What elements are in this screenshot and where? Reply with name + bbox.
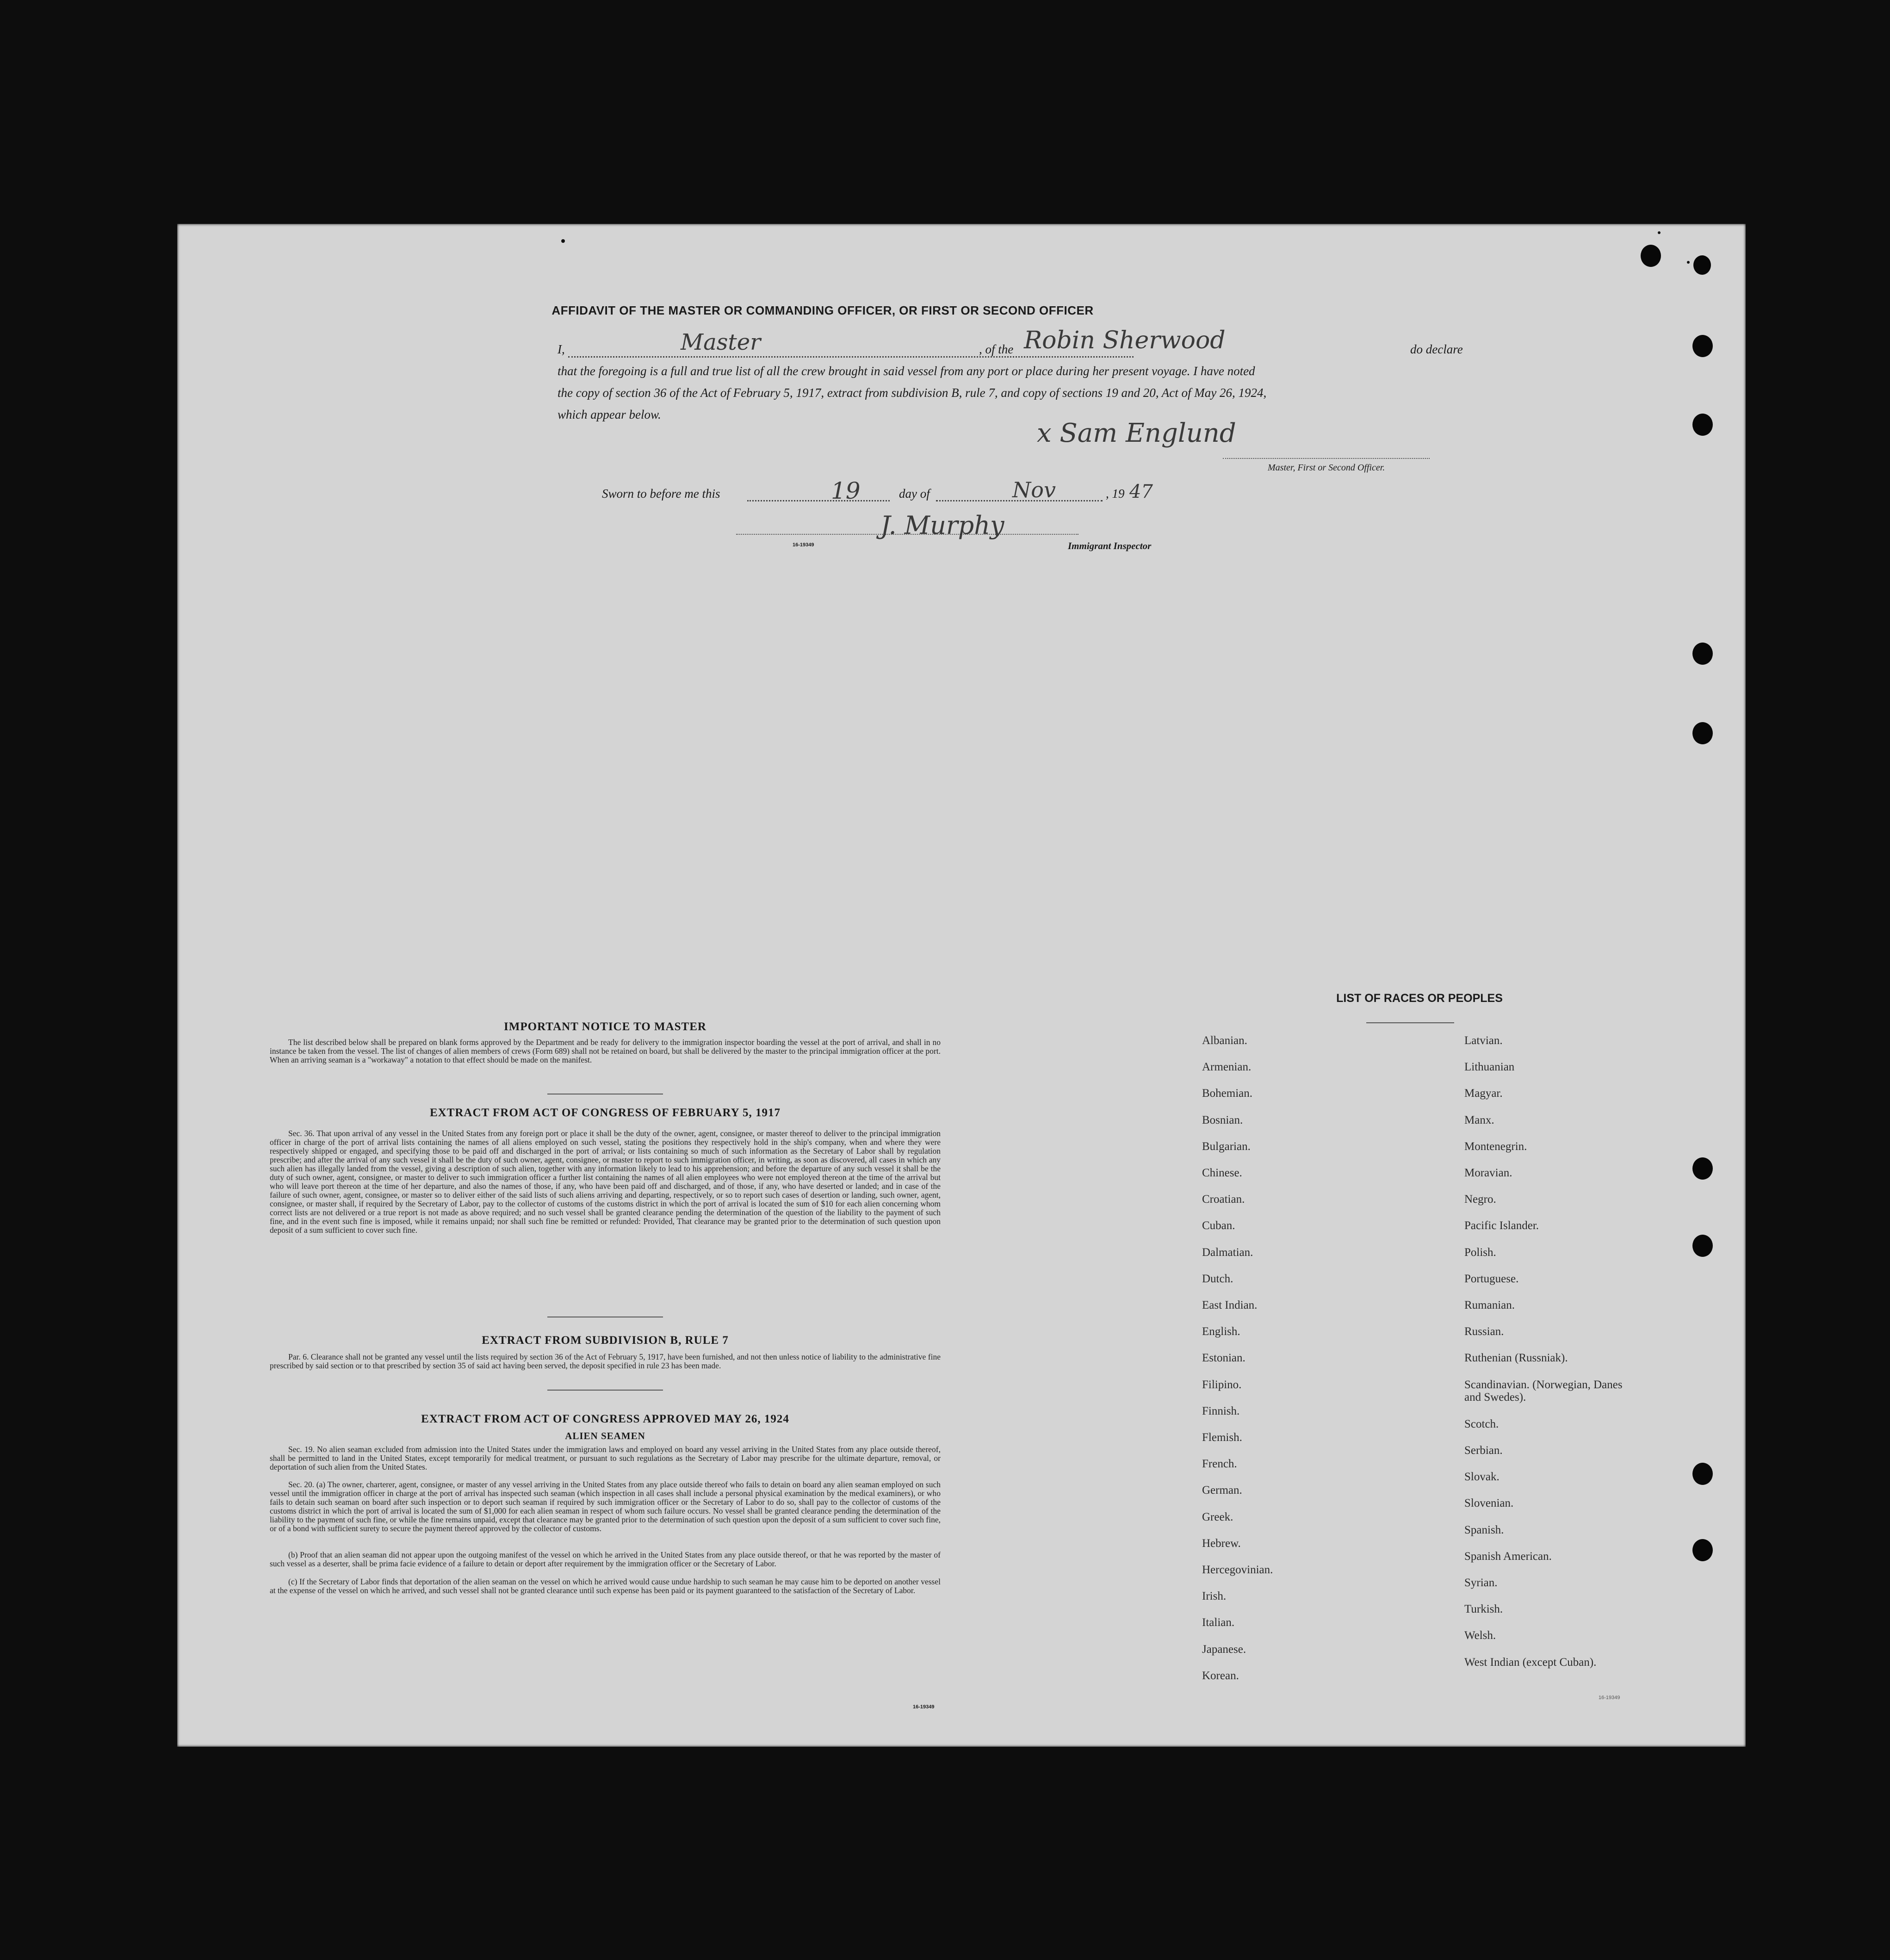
extract-1924-sec20c: (c) If the Secretary of Labor finds that deportation of the alien seaman on the vessel on which he arrived would cause undue hardship to such seaman he may cause him to be deported on another vessel at the expense of the vessel on which he arrived, and such vessel shall not be granted clearance until such expense has been paid or its payment guaranteed to the satisfaction of the Secretary of Labor.: [270, 1577, 941, 1595]
race-item: German.: [1202, 1484, 1242, 1496]
master-handwritten: Master: [681, 329, 761, 355]
race-item: Moravian.: [1464, 1167, 1512, 1179]
race-item: West Indian (except Cuban).: [1464, 1656, 1597, 1669]
race-item: Bulgarian.: [1202, 1140, 1251, 1153]
affidavit-body-line1: that the foregoing is a full and true list of all the crew brought in said vessel from any port or place during her present voyage. I have noted: [558, 364, 1255, 378]
binder-hole: [1692, 1157, 1713, 1180]
binder-hole: [1692, 1235, 1713, 1257]
day-of-label: day of: [899, 487, 930, 501]
race-item: Polish.: [1464, 1246, 1496, 1259]
race-item: Spanish American.: [1464, 1550, 1552, 1563]
race-item: Bohemian.: [1202, 1087, 1253, 1100]
race-item: Japanese.: [1202, 1643, 1246, 1656]
race-item: Serbian.: [1464, 1444, 1503, 1457]
race-item: Cuban.: [1202, 1219, 1235, 1232]
extract-1924-sec20b: (b) Proof that an alien seaman did not appear upon the outgoing manifest of the vessel on which he arrived in the United States from any place outside thereof, or that he was reported by the master of such vessel as a deserter, shall be prima facie evidence of a failure to detain or deport after requirement by the immigration officer or the Secretary of Labor.: [270, 1550, 941, 1568]
binder-hole: [1692, 1463, 1713, 1485]
race-item: Chinese.: [1202, 1167, 1242, 1179]
race-item: Korean.: [1202, 1669, 1239, 1682]
vessel-name-handwritten: Robin Sherwood: [1024, 327, 1226, 354]
extract-1924-sec19: Sec. 19. No alien seaman excluded from admission into the United States under the immigration laws and employed on board any vessel arriving in the United States from any place outside thereof, shall be permitted to land in the United States, except temporarily for medical treatment, or pursuant to such regulations as the Secretary of Labor may prescribe for the ultimate departure, removal, or deportation of such alien from the United States.: [270, 1445, 941, 1472]
sworn-label: Sworn to before me this: [602, 487, 720, 501]
race-item: Portuguese.: [1464, 1273, 1519, 1285]
extract-rule7-text: Par. 6. Clearance shall not be granted any vessel until the lists required by section 36 of the Act of February 5, 1917, have been furnished, and not then unless notice of liability to the administrative fine prescribed by said section or to that prescribed by section 35 of said act having been served, the deposit specified in rule 23 has been made.: [270, 1352, 941, 1370]
race-item: Montenegrin.: [1464, 1140, 1527, 1153]
race-item: Rumanian.: [1464, 1299, 1515, 1311]
affidavit-body-line3: which appear below.: [558, 408, 661, 421]
race-item: French.: [1202, 1458, 1237, 1470]
month-handwritten: Nov: [1012, 477, 1056, 502]
speck: [561, 239, 565, 243]
divider: [547, 1390, 663, 1391]
race-item: Magyar.: [1464, 1087, 1503, 1100]
race-item: Irish.: [1202, 1590, 1227, 1602]
extract-1924-subtitle: ALIEN SEAMEN: [565, 1430, 645, 1441]
binder-hole: [1692, 414, 1713, 436]
race-item: Bosnian.: [1202, 1114, 1243, 1126]
affidavit-title: AFFIDAVIT OF THE MASTER OR COMMANDING OFFICER, OR FIRST OR SECOND OFFICER: [552, 303, 1094, 317]
binder-hole: [1692, 335, 1713, 357]
race-item: Filipino.: [1202, 1379, 1242, 1391]
do-declare-label: do declare: [1410, 342, 1463, 356]
divider: [1366, 1022, 1454, 1023]
race-item: Italian.: [1202, 1616, 1235, 1629]
race-item: Estonian.: [1202, 1352, 1246, 1364]
name-line: [568, 356, 1134, 358]
races-title: LIST OF RACES OR PEOPLES: [1336, 992, 1503, 1005]
race-item: Russian.: [1464, 1325, 1504, 1338]
document-page: [177, 224, 1746, 1747]
form-number: 16-19349: [793, 542, 814, 548]
race-item: Finnish.: [1202, 1405, 1240, 1417]
binder-hole: [1641, 245, 1661, 267]
i-label: I,: [558, 342, 565, 356]
day-handwritten: 19: [831, 477, 861, 504]
race-item: Hercegovinian.: [1202, 1564, 1273, 1576]
race-item: Flemish.: [1202, 1431, 1242, 1444]
race-item: Ruthenian (Russniak).: [1464, 1352, 1568, 1364]
race-item: Spanish.: [1464, 1524, 1504, 1536]
race-item: Pacific Islander.: [1464, 1219, 1539, 1232]
signature-caption: Master, First or Second Officer.: [1268, 463, 1385, 473]
race-item: Armenian.: [1202, 1061, 1252, 1073]
form-number: 16-19349: [1599, 1695, 1620, 1700]
inspector-signature: J. Murphy: [880, 511, 1004, 540]
notice-title: IMPORTANT NOTICE TO MASTER: [504, 1020, 706, 1033]
race-item: Welsh.: [1464, 1629, 1496, 1642]
race-item: Greek.: [1202, 1511, 1233, 1523]
notice-text: The list described below shall be prepared on blank forms approved by the Department and be ready for delivery to the immigration inspector boarding the vessel at the port of arrival, and shall in no instance be taken from the vessel. The list of changes of alien members of crews (Form 689) shall not be retained on board, but shall be delivered by the master to the principal immigration officer at the port. When an arriving seaman is a "workaway" a notation to that effect should be made on the manifest.: [270, 1038, 941, 1064]
of-the-label: , of the: [979, 342, 1014, 356]
binder-hole: [1692, 722, 1713, 744]
race-item: Latvian.: [1464, 1034, 1503, 1047]
speck: [1687, 261, 1690, 264]
race-item: Slovak.: [1464, 1471, 1500, 1483]
day-line: [747, 500, 890, 501]
form-number: 16-19349: [913, 1704, 935, 1710]
race-item: English.: [1202, 1325, 1240, 1338]
speck: [1658, 231, 1661, 234]
race-item: Dalmatian.: [1202, 1246, 1253, 1259]
extract-1924-title: EXTRACT FROM ACT OF CONGRESS APPROVED MAY 26, 1924: [421, 1413, 789, 1425]
extract-1917-text: Sec. 36. That upon arrival of any vessel in the United States from any foreign port or place it shall be the duty of the owner, agent, consignee, or master thereof to deliver to the principal immigration officer in charge of the port of arrival lists containing the names of all aliens employed on such vessel, stating the positions they respectively hold in the ship's company, when and where they were respectively shipped or engaged, and specifying those to be paid off and discharged in the port of arrival; or lists containing so much of such information as the Secretary of Labor shall by regulation prescribe; and after the arrival of any such vessel it shall be the duty of such owner, agent, consignee, or master to report to such immigration officer, in writing, as soon as discovered, all cases in which any such alien has illegally landed from the vessel, giving a description of such alien, together with any information likely to lead to his apprehension; and before the departure of any such vessel it shall be the duty of such owner, agent, consignee, or master to deliver to such immigration officer a further list containing the names of all alien employees who were not employed thereon at the time of the arrival but who will leave port thereon at the time of her departure, and also the names of those, if any, who have been paid off and discharged, and of those, if any, who have deserted or landed; and in case of the failure of such owner, agent, consignee, or master so to deliver either of the said lists of such aliens arriving and departing, respectively, or so to report such cases of desertion or landing, such owner, agent, consignee, or master shall, if required by the Secretary of Labor, pay to the collector of customs of the customs district in which the port of arrival is located the sum of $10 for each alien concerning whom correct lists are not delivered or a true report is not made as above required; and no such vessel shall be granted clearance pending the determination of the question of the liability to the payment of such fine, and in the event such fine is imposed, while it remains unpaid; nor shall such fine be remitted or refunded: Provided, That clearance may be granted prior to the determination of such question upon deposit of a sum sufficient to cover such fine.: [270, 1129, 941, 1235]
extract-1917-title: EXTRACT FROM ACT OF CONGRESS OF FEBRUARY 5, 1917: [429, 1107, 781, 1119]
master-signature: x Sam Englund: [1037, 418, 1236, 448]
race-item: Negro.: [1464, 1193, 1496, 1206]
race-item: Dutch.: [1202, 1273, 1233, 1285]
signature-line: [1223, 458, 1430, 459]
affidavit-body-line2: the copy of section 36 of the Act of February 5, 1917, extract from subdivision B, rule 7, and copy of sections 19 and 20, Act of May 26, 1924,: [558, 386, 1267, 400]
race-item: Scandinavian. (Norwegian, Danes and Swedes).: [1464, 1379, 1623, 1404]
race-item: Croatian.: [1202, 1193, 1245, 1206]
extract-rule7-title: EXTRACT FROM SUBDIVISION B, RULE 7: [482, 1334, 729, 1347]
race-item: Syrian.: [1464, 1577, 1498, 1589]
binder-hole: [1692, 643, 1713, 665]
year-handwritten: 47: [1129, 481, 1153, 502]
race-item: Manx.: [1464, 1114, 1494, 1126]
race-item: Scotch.: [1464, 1418, 1499, 1430]
race-item: East Indian.: [1202, 1299, 1258, 1311]
race-item: Albanian.: [1202, 1034, 1247, 1047]
race-item: Lithuanian: [1464, 1061, 1515, 1073]
race-item: Turkish.: [1464, 1603, 1503, 1615]
race-item: Hebrew.: [1202, 1537, 1241, 1550]
inspector-caption: Immigrant Inspector: [1068, 540, 1152, 551]
binder-hole: [1693, 255, 1711, 275]
binder-hole: [1692, 1539, 1713, 1561]
race-item: Slovenian.: [1464, 1497, 1514, 1509]
year-prefix: , 19: [1106, 487, 1125, 501]
extract-1924-sec20a: Sec. 20. (a) The owner, charterer, agent, consignee, or master of any vessel arriving in the United States from any place outside thereof who fails to detain on board any alien seaman employed on such vessel until the immigration officer in charge at the port of arrival has inspected such seaman (which inspection in all cases shall include a personal physical examination by the medical examiners), or who fails to detain such seaman on board after such inspection or to deport such seaman if required by such immigration officer or the Secretary of Labor to do so, shall pay to the collector of customs of the customs district in which the port of arrival is located the sum of $1,000 for each alien seaman in respect of whom such failure occurs. No vessel shall be granted clearance pending the determination of the liability to the payment of such fine, or while the fine remains unpaid, except that clearance may be granted prior to the determination of such question upon the deposit of a sum sufficient to cover such fine, or of a bond with sufficient surety to secure the payment thereof approved by the collector of customs.: [270, 1480, 941, 1533]
